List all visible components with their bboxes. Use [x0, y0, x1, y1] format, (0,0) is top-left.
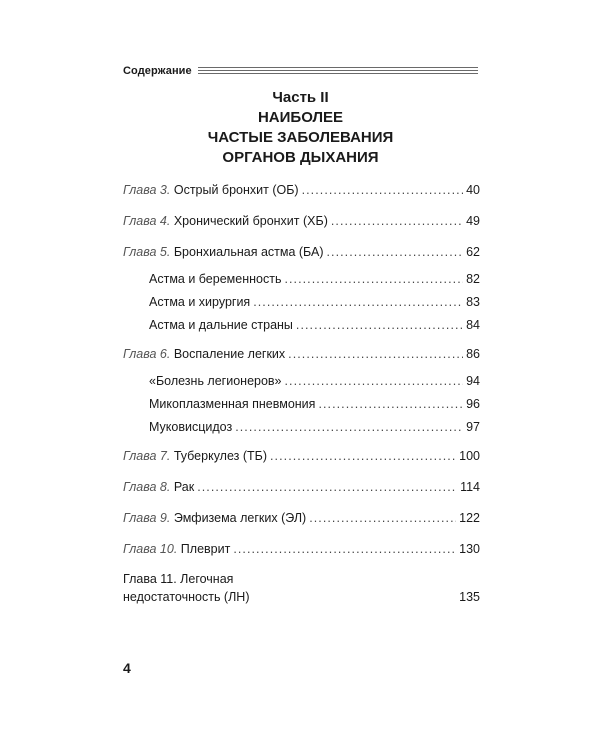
- entry-page: 94: [466, 374, 480, 388]
- entry-title: Плеврит: [180, 542, 231, 556]
- toc-subentry-asthma-travel[interactable]: [149, 316, 480, 334]
- entry-page: 83: [466, 295, 480, 309]
- entry-first-line: [123, 570, 480, 588]
- entry-title: Острый бронхит (ОБ): [173, 183, 299, 197]
- entry-title: Эмфизема легких (ЭЛ): [173, 511, 307, 525]
- toc-entry-chapter-3[interactable]: [123, 181, 480, 199]
- leader-dots: [302, 181, 464, 199]
- entry-title: Воспаление легких: [173, 347, 286, 361]
- leader-dots: [331, 212, 463, 230]
- entry-page: 40: [466, 183, 480, 197]
- chapter-label: Глава 4.: [123, 214, 171, 228]
- chapter-label: Глава 3.: [123, 183, 171, 197]
- leader-dots: [285, 372, 464, 390]
- chapter-label: Глава 10.: [123, 542, 178, 556]
- page-number: 4: [123, 660, 131, 676]
- entry-page: 84: [466, 318, 480, 332]
- entry-page: 96: [466, 397, 480, 411]
- toc-entry-chapter-4[interactable]: [123, 212, 480, 230]
- part-heading: [123, 88, 478, 168]
- toc-entry-chapter-8[interactable]: [123, 478, 480, 496]
- entry-page: 82: [466, 272, 480, 286]
- entry-page: 62: [466, 245, 480, 259]
- entry-page: 97: [466, 420, 480, 434]
- leader-dots: [197, 478, 457, 496]
- chapter-label: Глава 9.: [123, 511, 171, 525]
- leader-dots: [270, 447, 456, 465]
- toc-entry-chapter-11[interactable]: [123, 570, 480, 606]
- toc-subentry-legionnaires[interactable]: [149, 372, 480, 390]
- entry-page: 100: [459, 449, 480, 463]
- leader-dots: [233, 540, 456, 558]
- entry-page: 130: [459, 542, 480, 556]
- entry-title: «Болезнь легионеров»: [149, 374, 282, 388]
- leader-dots: [235, 418, 463, 436]
- entry-title: Туберкулез (ТБ): [173, 449, 268, 463]
- chapter-label: Глава 7.: [123, 449, 171, 463]
- leader-dots: [326, 243, 463, 261]
- leader-dots: [284, 270, 463, 288]
- toc-entry-chapter-10[interactable]: [123, 540, 480, 558]
- leader-dots: [253, 293, 463, 311]
- part-title-line-2: ЧАСТЫЕ ЗАБОЛЕВАНИЯ: [207, 129, 394, 146]
- entry-title: Муковисцидоз: [149, 420, 233, 434]
- entry-title: Астма и хирургия: [149, 295, 251, 309]
- toc-entry-chapter-7[interactable]: [123, 447, 480, 465]
- entry-page: 135: [459, 590, 480, 604]
- entry-page: 114: [460, 480, 480, 494]
- entry-page: 49: [466, 214, 480, 228]
- header-rule-lines: [198, 67, 478, 76]
- leader-dots: [318, 395, 463, 413]
- part-title-line-1: НАИБОЛЕЕ: [257, 109, 344, 126]
- entry-page: 122: [459, 511, 480, 525]
- leader-dots: [288, 345, 463, 363]
- leader-dots: [296, 316, 463, 334]
- toc-subentry-asthma-pregnancy[interactable]: [149, 270, 480, 288]
- entry-title: Хронический бронхит (ХБ): [173, 214, 328, 228]
- toc-entry-chapter-6[interactable]: [123, 345, 480, 363]
- toc-subentry-asthma-surgery[interactable]: [149, 293, 480, 311]
- entry-title: Астма и беременность: [149, 272, 282, 286]
- toc-subentry-mycoplasma[interactable]: [149, 395, 480, 413]
- running-title: Содержание: [123, 65, 192, 77]
- toc-entry-chapter-9[interactable]: [123, 509, 480, 527]
- chapter-label: Глава 8.: [123, 480, 171, 494]
- entry-title: Астма и дальние страны: [149, 318, 293, 332]
- entry-title-line-2: недостаточность (ЛН): [123, 590, 250, 604]
- entry-title: Бронхиальная астма (БА): [173, 245, 324, 259]
- entry-page: 86: [466, 347, 480, 361]
- part-number: Часть II: [272, 89, 329, 106]
- entry-title: Микоплазменная пневмония: [149, 397, 316, 411]
- chapter-label: Глава 11.: [123, 572, 177, 586]
- entry-second-line: [123, 588, 480, 606]
- chapter-label: Глава 6.: [123, 347, 171, 361]
- chapter-label: Глава 5.: [123, 245, 171, 259]
- part-title-line-3: ОРГАНОВ ДЫХАНИЯ: [222, 149, 379, 166]
- entry-title-line-1: Легочная: [180, 572, 234, 586]
- toc-subentry-cystic-fibrosis[interactable]: [149, 418, 480, 436]
- toc-entry-chapter-5[interactable]: [123, 243, 480, 261]
- leader-dots: [309, 509, 456, 527]
- running-header: [123, 64, 478, 78]
- entry-title: Рак: [173, 480, 195, 494]
